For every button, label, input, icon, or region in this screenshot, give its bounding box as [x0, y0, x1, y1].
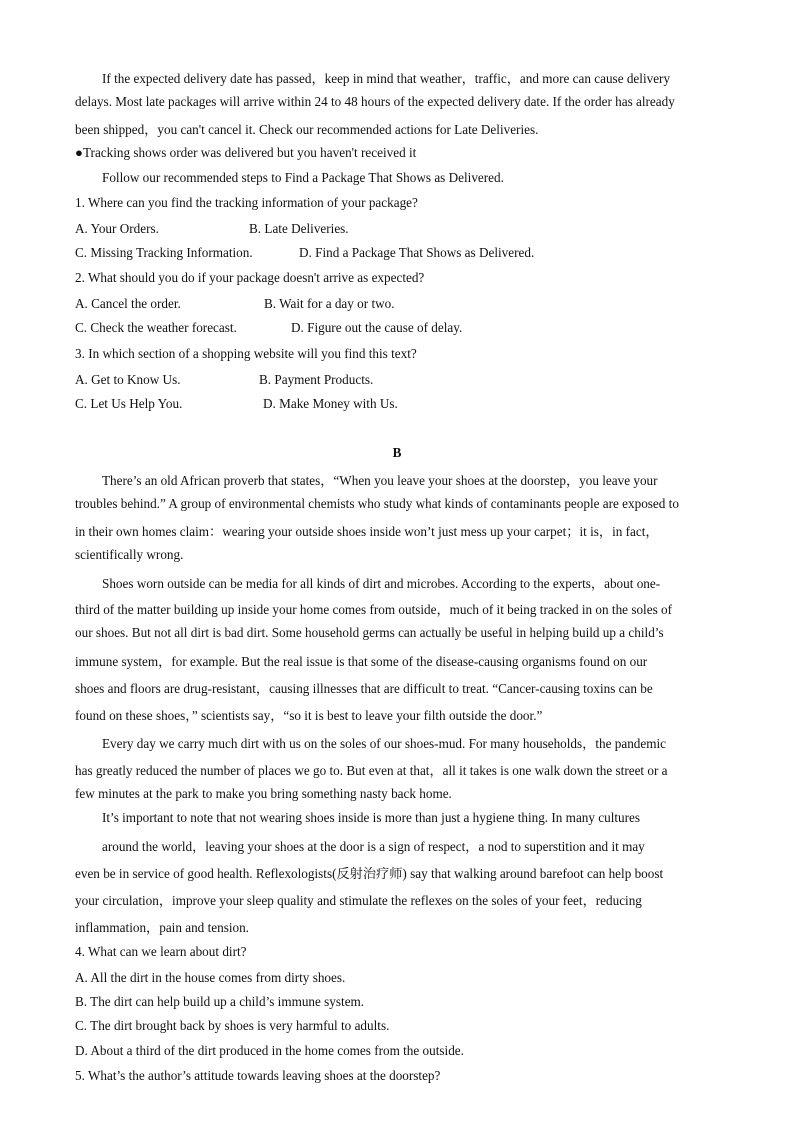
passage-b-line-11: Every day we carry much dirt with us on the soles of our shoes-mud. For many households，the pandemic: [102, 736, 667, 751]
passage-b-line-2: troubles behind.” A group of environmental chemists who study what kinds of contaminants people are exposed to: [75, 496, 679, 511]
question-4-option-d: D. About a third of the dirt produced in the home comes from the outside.: [75, 1043, 464, 1058]
passage-b-line-18: inflammation，pain and tension.: [75, 920, 249, 935]
passage-b-line-15: around the world，leaving your shoes at the door is a sign of respect，a nod to superstition and it may: [102, 839, 645, 854]
question-3-stem: 3. In which section of a shopping website will you find this text?: [75, 346, 417, 361]
passage-b-line-4: scientifically wrong.: [75, 547, 184, 562]
question-2-option-c: C. Check the weather forecast.: [75, 320, 237, 335]
passage-b-line-1: There’s an old African proverb that states，“When you leave your shoes at the doorstep，you leave your: [102, 473, 658, 488]
question-3-option-a: A. Get to Know Us.: [75, 372, 181, 387]
question-1-option-a: A. Your Orders.: [75, 221, 159, 236]
section-b-title: B: [392, 445, 402, 460]
question-2-option-a: A. Cancel the order.: [75, 296, 181, 311]
question-2-option-d: D. Figure out the cause of delay.: [291, 320, 463, 335]
passage-a-line-1: If the expected delivery date has passed，keep in mind that weather，traffic，and more can cause delivery: [102, 71, 671, 86]
passage-b-line-7: our shoes. But not all dirt is bad dirt. Some household germs can actually be useful in helping build up a child’s: [75, 625, 664, 640]
passage-b-line-17: your circulation，improve your sleep quality and stimulate the reflexes on the soles of your feet，reducing: [75, 893, 642, 908]
passage-b-line-12: has greatly reduced the number of places we go to. But even at that，all it takes is one walk down the street or a: [75, 763, 668, 778]
passage-b-line-13: few minutes at the park to make you bring something nasty back home.: [75, 786, 452, 801]
passage-b-line-14: It’s important to note that not wearing shoes inside is more than just a hygiene thing. In many cultures: [102, 810, 641, 825]
question-4-stem: 4. What can we learn about dirt?: [75, 944, 247, 959]
question-1-stem: 1. Where can you find the tracking information of your package?: [75, 195, 418, 210]
question-1-option-c: C. Missing Tracking Information.: [75, 245, 253, 260]
question-5-stem: 5. What’s the author’s attitude towards leaving shoes at the doorstep?: [75, 1068, 441, 1083]
passage-a-line-5: Follow our recommended steps to Find a Package That Shows as Delivered.: [102, 170, 504, 185]
passage-a-line-2: delays. Most late packages will arrive within 24 to 48 hours of the expected delivery date. If the order has already: [75, 94, 675, 109]
passage-b-line-9: shoes and floors are drug-resistant，causing illnesses that are difficult to treat. “Cancer-causing toxins can be: [75, 681, 653, 696]
passage-a-line-3: been shipped，you can't cancel it. Check our recommended actions for Late Deliveries.: [75, 122, 539, 137]
passage-b-line-10: found on these shoes，” scientists say，“so it is best to leave your filth outside the door.”: [75, 708, 543, 723]
question-4-option-b: B. The dirt can help build up a child’s immune system.: [75, 994, 365, 1009]
passage-b-line-3: in their own homes claim：wearing your outside shoes inside won’t just mess up your carpet；it is，in fact，: [75, 524, 659, 539]
question-1-option-b: B. Late Deliveries.: [249, 221, 349, 236]
passage-b-line-8: immune system，for example. But the real issue is that some of the disease-causing organisms found on our: [75, 654, 648, 669]
question-1-option-d: D. Find a Package That Shows as Delivered.: [299, 245, 535, 260]
question-3-option-d: D. Make Money with Us.: [263, 396, 398, 411]
question-2-option-b: B. Wait for a day or two.: [264, 296, 395, 311]
question-4-option-a: A. All the dirt in the house comes from dirty shoes.: [75, 970, 346, 985]
question-2-stem: 2. What should you do if your package doesn't arrive as expected?: [75, 270, 425, 285]
passage-b-line-16: even be in service of good health. Reflexologists(反射治疗师) say that walking around barefoot can help boost: [75, 866, 664, 881]
question-3-option-b: B. Payment Products.: [259, 372, 374, 387]
question-3-option-c: C. Let Us Help You.: [75, 396, 183, 411]
passage-b-line-5: Shoes worn outside can be media for all kinds of dirt and microbes. According to the experts，about one-: [102, 576, 661, 591]
passage-a-bullet: ●Tracking shows order was delivered but you haven't received it: [75, 145, 417, 160]
question-4-option-c: C. The dirt brought back by shoes is very harmful to adults.: [75, 1018, 390, 1033]
passage-b-line-6: third of the matter building up inside your home comes from outside，much of it being tracked in on the soles of: [75, 602, 672, 617]
